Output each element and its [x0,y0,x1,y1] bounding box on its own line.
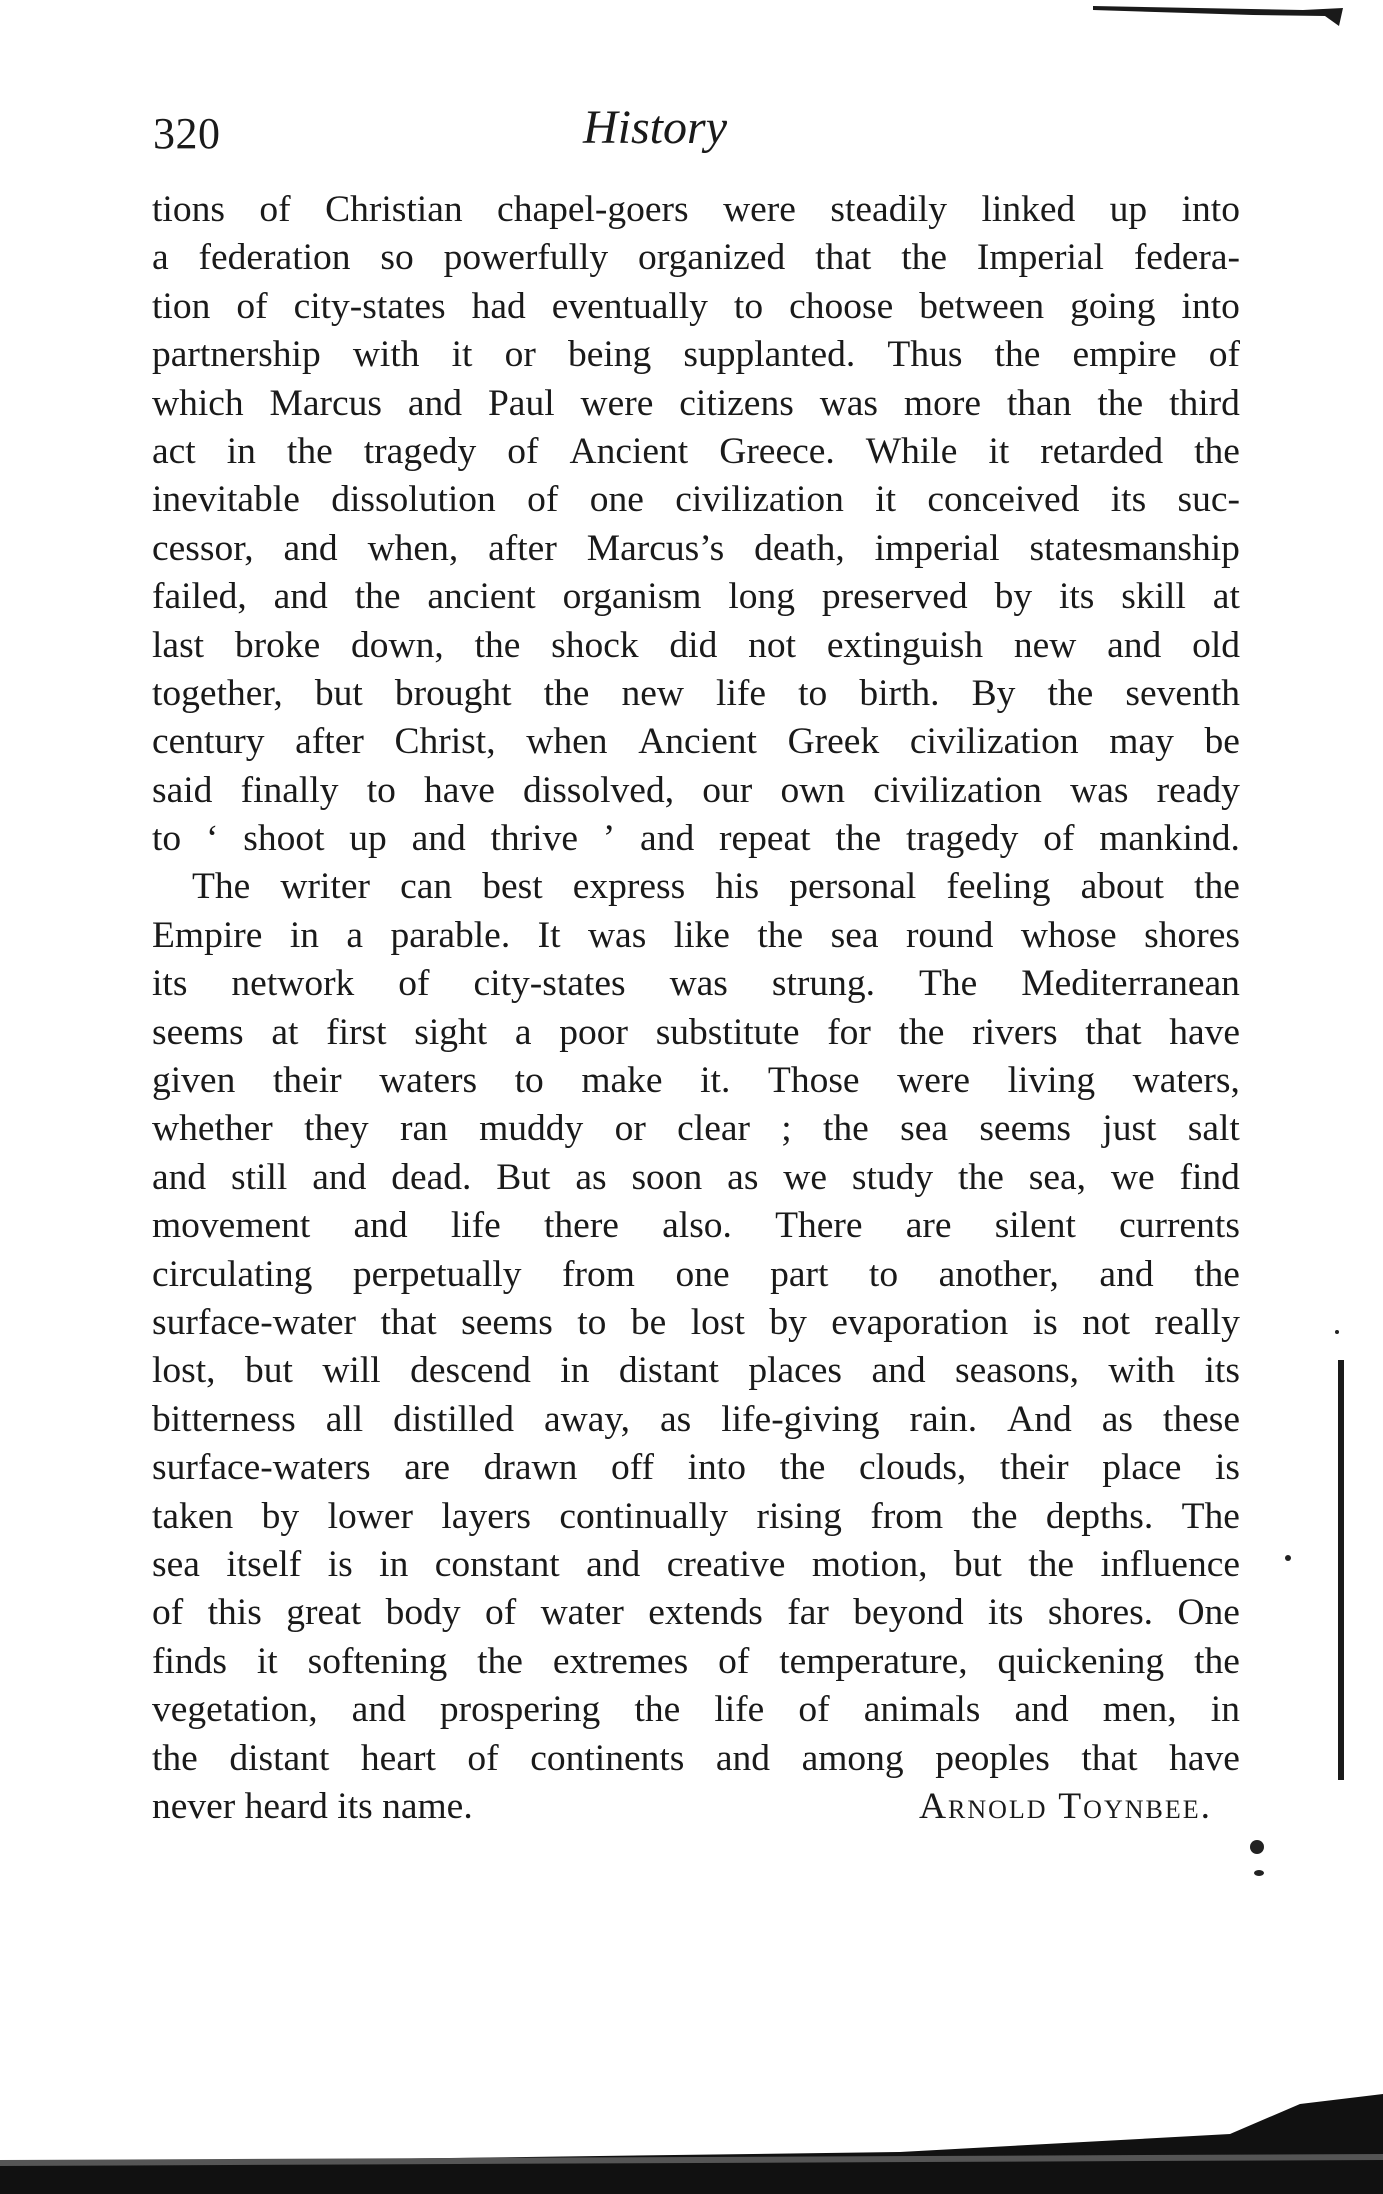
text-line: which Marcus and Paul were citizens was more than the third [152,382,1240,424]
text-line: together, but brought the new life to birth. By the seventh [152,672,1240,714]
text-line: circulating perpetually from one part to another, and the [152,1253,1240,1295]
scan-edge-band [0,2064,1383,2194]
running-head: History [583,101,727,154]
text-line: and still and dead. But as soon as we study the sea, we find [152,1156,1240,1198]
text-line: inevitable dissolution of one civilization it conceived its suc- [152,479,1240,521]
text-line: finds it softening the extremes of temperature, quickening the [152,1640,1240,1682]
paragraph [152,186,1240,863]
text-line: lost, but will descend in distant places and seasons, with its [152,1350,1240,1392]
text-line: its network of city-states was strung. The Mediterranean [152,963,1240,1005]
text-line: tion of city-states had eventually to choose between going into [152,285,1240,327]
final-line [152,1783,1240,1831]
text-line: surface-water that seems to be lost by evaporation is not really [152,1301,1240,1343]
text-line: partnership with it or being supplanted. Thus the empire of [152,334,1240,376]
text-line: tions of Christian chapel-goers were steadily linked up into [152,189,1240,230]
text-line: bitterness all distilled away, as life-giving rain. And as these [152,1398,1240,1440]
ink-speck [1285,1555,1291,1561]
text-line: said finally to have dissolved, our own civilization was ready [152,769,1240,811]
text-line: act in the tragedy of Ancient Greece. While it retarded the [152,430,1240,472]
author-signature: Arnold Toynbee. [918,1785,1212,1827]
ink-speck [1254,1870,1264,1876]
text-line: whether they ran muddy or clear ; the sea seems just salt [152,1108,1240,1150]
text-line: The writer can best express his personal feeling about the [192,866,1240,908]
text-line: the distant heart of continents and among peoples that have [152,1737,1240,1779]
text-line: of this great body of water extends far beyond its shores. One [152,1592,1240,1634]
ink-speck [1335,1330,1339,1334]
text-line: century after Christ, when Ancient Greek civilization may be [152,721,1240,763]
text-line: a federation so powerfully organized that the Imperial federa- [152,237,1240,279]
text-line: to ‘ shoot up and thrive ’ and repeat the tragedy of mankind. [152,818,1240,860]
closing-text: never heard its name. [152,1785,473,1827]
text-line: sea itself is in constant and creative motion, but the influence [152,1543,1240,1585]
text-line: taken by lower layers continually rising from the depths. The [152,1495,1240,1537]
text-line: given their waters to make it. Those were living waters, [152,1060,1240,1102]
scan-edge-mark [1093,0,1343,26]
body-text [152,186,1240,1831]
text-line: seems at first sight a poor substitute for the rivers that have [152,1011,1240,1053]
paragraph [152,863,1240,1831]
text-line: Empire in a parable. It was like the sea round whose shores [152,914,1240,956]
ink-speck [1250,1840,1264,1854]
text-line: failed, and the ancient organism long preserved by its skill at [152,576,1240,618]
text-line: last broke down, the shock did not extinguish new and old [152,624,1240,666]
text-line: movement and life there also. There are silent currents [152,1205,1240,1247]
page-number: 320 [153,109,221,158]
text-line: vegetation, and prospering the life of animals and men, in [152,1689,1240,1731]
text-line: surface-waters are drawn off into the clouds, their place is [152,1447,1240,1489]
scan-margin-bar [1338,1360,1344,1780]
text-line: cessor, and when, after Marcus’s death, imperial statesmanship [152,527,1240,569]
